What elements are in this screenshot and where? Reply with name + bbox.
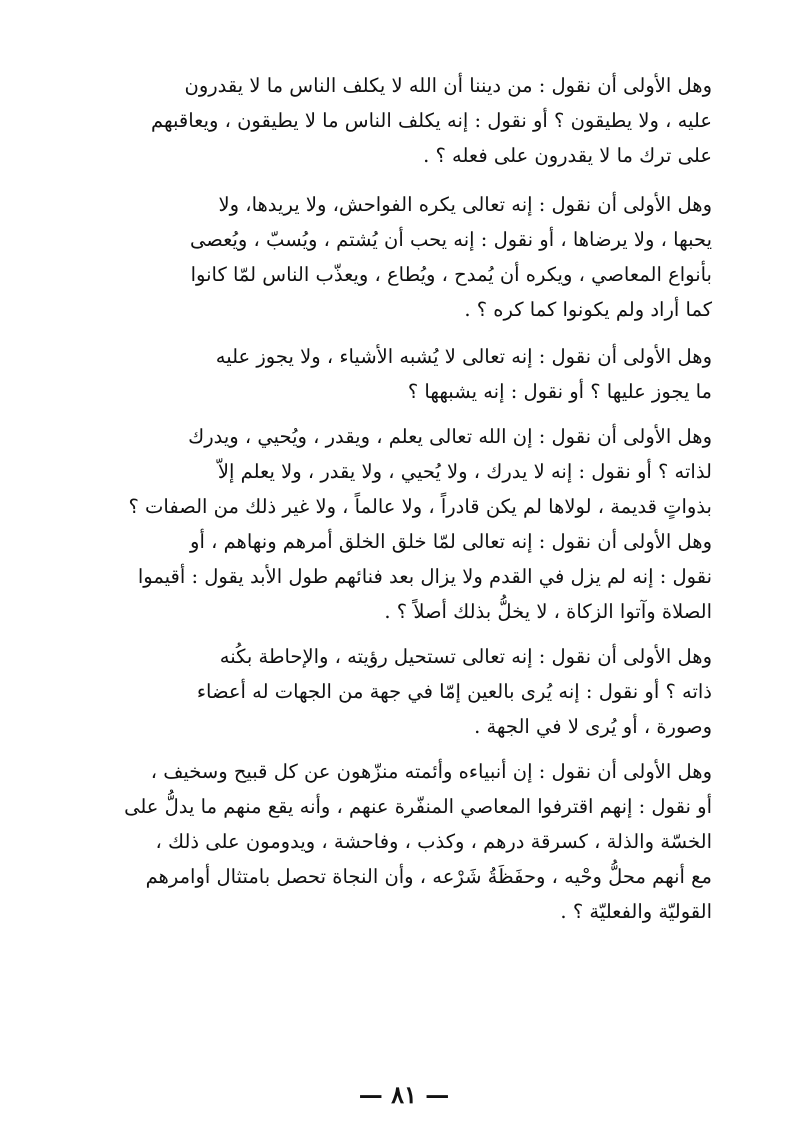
- text-line: على ترك ما لا يقدرون على فعله ؟ .: [423, 144, 712, 167]
- paragraph-3: [100, 339, 712, 409]
- text-line: يحبها ، ولا يرضاها ، أو نقول : إنه يحب أن يُشتم ، ويُسبّ ، ويُعصى: [189, 228, 712, 251]
- paragraph-5: [100, 524, 712, 629]
- paragraph-1: [100, 68, 712, 173]
- text-line: الصلاة وآتوا الزكاة ، لا يخلُّ بذلك أصلاً ؟ .: [384, 600, 712, 623]
- paragraph-2: [100, 187, 712, 327]
- text-line: كما أراد ولم يكونوا كما كره ؟ .: [464, 298, 712, 321]
- text-line: وهل الأولى أن نقول : إنه تعالى لا يُشبه الأشياء ، ولا يجوز عليه: [215, 345, 712, 368]
- text-line: ما يجوز عليها ؟ أو نقول : إنه يشبهها ؟: [407, 380, 712, 403]
- paragraph-6: [100, 639, 712, 744]
- text-line: بذواتٍ قديمة ، لولاها لم يكن قادراً ، ولا عالماً ، ولا غير ذلك من الصفات ؟: [128, 495, 712, 518]
- text-line: وهل الأولى أن نقول : إن أنبياءه وأئمته منزّهون عن كل قبيح وسخيف ،: [150, 760, 712, 783]
- text-line: أو نقول : إنهم اقترفوا المعاصي المنفّرة عنهم ، وأنه يقع منهم ما يدلُّ على: [124, 795, 712, 818]
- text-line: وهل الأولى أن نقول : إنه تعالى تستحيل رؤيته ، والإحاطة بكُنه: [219, 645, 712, 668]
- paragraph-7: [100, 754, 712, 929]
- text-line: عليه ، ولا يطيقون ؟ أو نقول : إنه يكلف الناس ما لا يطيقون ، ويعاقبهم: [151, 109, 712, 132]
- page-number: — ٨١ —: [358, 1080, 450, 1109]
- text-line: الخسّة والذلة ، كسرقة درهم ، وكذب ، وفاحشة ، ويدومون على ذلك ،: [155, 830, 712, 853]
- text-line: وهل الأولى أن نقول : إنه تعالى لمّا خلق الخلق أمرهم ونهاهم ، أو: [190, 530, 712, 553]
- text-line: مع أنهم محلُّ وحْيه ، وحفَظَةُ شَرْعه ، وأن النجاة تحصل بامتثال أوامرهم: [145, 865, 712, 888]
- text-line: لذاته ؟ أو نقول : إنه لا يدرك ، ولا يُحيي ، ولا يقدر ، ولا يعلم إلاّ: [217, 460, 712, 483]
- paragraph-4: [100, 419, 712, 524]
- text-line: وهل الأولى أن نقول : من ديننا أن الله لا يكلف الناس ما لا يقدرون: [184, 74, 712, 97]
- text-line: وهل الأولى أن نقول : إن الله تعالى يعلم ، ويقدر ، ويُحيي ، ويدرك: [188, 425, 712, 448]
- text-line: القوليّة والفعليّة ؟ .: [560, 900, 712, 923]
- text-line: بأنواع المعاصي ، ويكره أن يُمدح ، ويُطاع ، ويعذّب الناس لمّا كانوا: [190, 263, 712, 286]
- text-line: وهل الأولى أن نقول : إنه تعالى يكره الفواحش، ولا يريدها، ولا: [218, 193, 712, 216]
- text-line: ذاته ؟ أو نقول : إنه يُرى بالعين إمّا في جهة من الجهات له أعضاء: [196, 680, 712, 703]
- body-text: [100, 68, 712, 943]
- text-line: نقول : إنه لم يزل في القدم ولا يزال بعد فنائهم طول الأبد يقول : أقيموا: [137, 565, 712, 588]
- text-line: وصورة ، أو يُرى لا في الجهة .: [474, 715, 712, 738]
